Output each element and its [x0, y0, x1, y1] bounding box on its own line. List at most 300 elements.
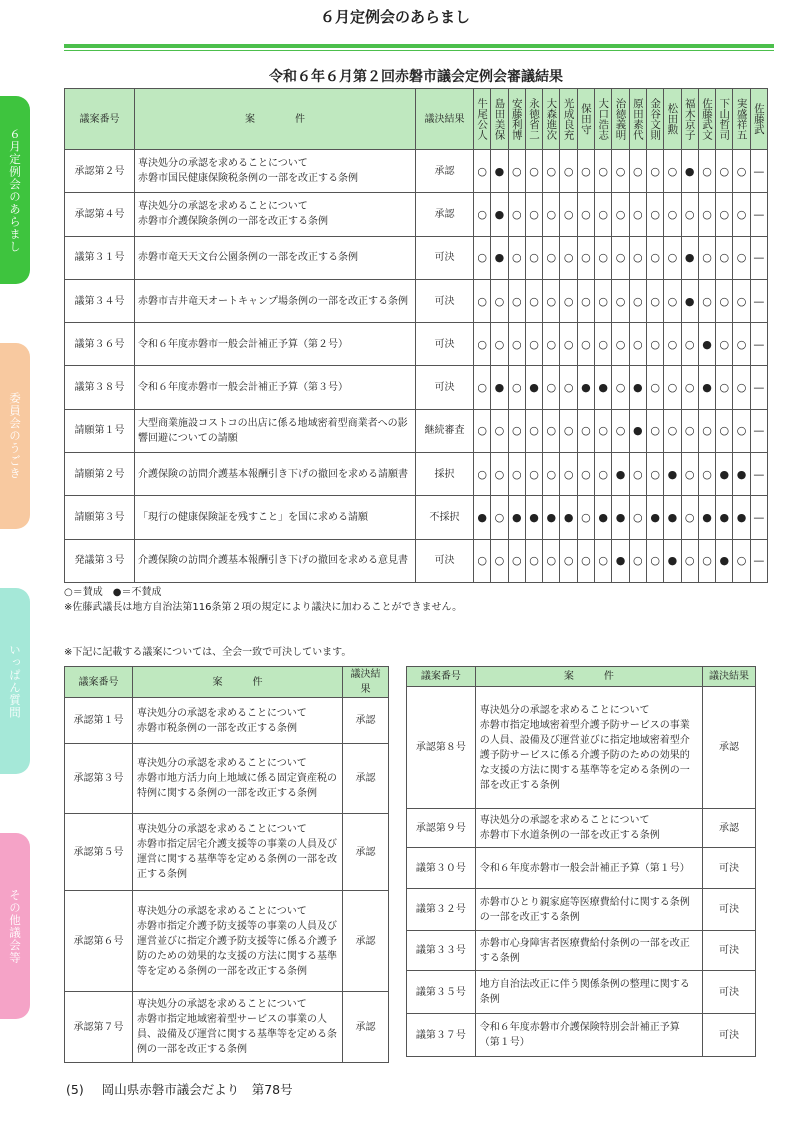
table-row [65, 236, 768, 279]
vote-mark: ○ [681, 496, 698, 539]
table-row [65, 453, 768, 496]
vote-mark: ○ [525, 279, 542, 322]
bill-subject: 専決処分の承認を求めることについて 赤磐市指定地域密着型介護予防サービスの事業の人員、設備及び運営並びに指定地域密着型介護予防サービスに係る介護予防のための効果的な支援の方法に関する基準等を定める条例の一部を改正する条例 [475, 687, 702, 809]
bill-number: 議第３０号 [407, 848, 476, 889]
member-name: 佐藤武 [752, 103, 765, 135]
side-tab-label: 委員会のうごき [8, 392, 22, 480]
vote-mark: ○ [716, 366, 733, 409]
vote-mark: — [750, 409, 767, 452]
vote-mark: ● [525, 366, 542, 409]
vote-mark: ○ [716, 193, 733, 236]
table-row [65, 744, 389, 814]
vote-mark: ○ [595, 409, 612, 452]
bill-subject: 令和６年度赤磐市一般会計補正予算（第１号） [475, 848, 702, 889]
vote-mark: ○ [629, 150, 646, 193]
bill-result: 承認 [416, 193, 474, 236]
vote-mark: ○ [716, 150, 733, 193]
unanimous-table-right [406, 666, 756, 1057]
vote-mark: ○ [595, 323, 612, 366]
publication-name: 岡山県赤磐市議会だより 第78号 [101, 1082, 293, 1097]
bill-subject: 専決処分の承認を求めることについて 赤磐市下水道条例の一部を改正する条例 [475, 809, 702, 848]
vote-legend: ○＝賛成 ●＝不賛成 [64, 587, 162, 598]
bill-result: 可決 [703, 1014, 756, 1057]
vote-mark: ● [716, 539, 733, 582]
vote-mark: ○ [525, 323, 542, 366]
vote-mark: ● [681, 279, 698, 322]
bill-result: 可決 [416, 323, 474, 366]
bill-result: 可決 [703, 931, 756, 971]
vote-mark: — [750, 279, 767, 322]
vote-mark: ● [629, 366, 646, 409]
vote-mark: ○ [698, 539, 715, 582]
member-header [681, 89, 698, 150]
bill-result: 可決 [703, 889, 756, 931]
vote-mark: ○ [491, 409, 508, 452]
vote-mark: ○ [646, 236, 663, 279]
vote-mark: ● [664, 453, 681, 496]
vote-mark: ○ [508, 193, 525, 236]
page-header-title: ６月定例会のあらまし [319, 8, 470, 26]
bill-number: 承認第４号 [65, 193, 135, 236]
vote-mark: ○ [612, 409, 629, 452]
header-result: 議決結果 [416, 89, 474, 150]
vote-mark: ● [491, 236, 508, 279]
member-name: 福木京子 [683, 98, 696, 140]
vote-mark: ○ [664, 236, 681, 279]
vote-mark: ○ [491, 279, 508, 322]
vote-mark: ○ [733, 409, 750, 452]
vote-mark: ● [698, 323, 715, 366]
member-header [664, 89, 681, 150]
vote-mark: ○ [525, 150, 542, 193]
bill-subject: 地方自治法改正に伴う関係条例の整理に関する条例 [475, 971, 702, 1014]
vote-mark: ○ [525, 193, 542, 236]
table-row [65, 279, 768, 322]
vote-mark: ○ [508, 366, 525, 409]
bill-result: 承認 [343, 698, 389, 744]
vote-mark: ● [491, 366, 508, 409]
bill-subject: 赤磐市心身障害者医療費給付条例の一部を改正する条例 [475, 931, 702, 971]
bill-subject: 赤磐市ひとり親家庭等医療費給付に関する条例の一部を改正する条例 [475, 889, 702, 931]
vote-mark: ● [612, 496, 629, 539]
bill-number: 議第３４号 [65, 279, 135, 322]
vote-mark: ● [681, 236, 698, 279]
bill-subject: 専決処分の承認を求めることについて 赤磐市指定居宅介護支援等の事業の人員及び運営に関する基準等を定める条例の一部を改正する条例 [133, 814, 343, 891]
bill-number: 承認第５号 [65, 814, 133, 891]
vote-mark: — [750, 323, 767, 366]
bill-number: 議第３５号 [407, 971, 476, 1014]
vote-mark: ● [612, 453, 629, 496]
bill-number: 請願第１号 [65, 409, 135, 452]
vote-mark: ○ [733, 150, 750, 193]
bill-result: 承認 [416, 150, 474, 193]
member-header [612, 89, 629, 150]
header-number: 議案番号 [65, 667, 133, 698]
member-header [508, 89, 525, 150]
vote-mark: ○ [577, 236, 594, 279]
vote-mark: ● [612, 539, 629, 582]
vote-mark: ○ [525, 236, 542, 279]
side-tab-label: その他議会等 [8, 888, 22, 964]
vote-mark: ○ [664, 150, 681, 193]
bill-subject: 専決処分の承認を求めることについて 赤磐市税条例の一部を改正する条例 [133, 698, 343, 744]
vote-mark: ○ [491, 539, 508, 582]
member-header [474, 89, 491, 150]
table-row [65, 814, 389, 891]
vote-mark: ● [491, 193, 508, 236]
member-name: 松田勲 [666, 103, 679, 135]
bill-subject: 介護保険の訪問介護基本報酬引き下げの撤回を求める意見書 [135, 539, 416, 582]
vote-mark: ○ [577, 323, 594, 366]
table-row [407, 931, 756, 971]
member-name: 永徳省二 [528, 98, 541, 140]
member-header [698, 89, 715, 150]
member-name: 原田素代 [631, 98, 644, 140]
bill-result: 採択 [416, 453, 474, 496]
vote-mark: ○ [681, 409, 698, 452]
vote-mark: ○ [698, 409, 715, 452]
bill-result: 承認 [703, 809, 756, 848]
vote-mark: ○ [474, 193, 491, 236]
header-number: 議案番号 [407, 667, 476, 687]
vote-mark: ○ [612, 366, 629, 409]
vote-mark: ○ [491, 496, 508, 539]
vote-mark: ○ [577, 150, 594, 193]
vote-mark: ○ [664, 323, 681, 366]
member-name: 治徳義明 [614, 98, 627, 140]
header-result: 議決結果 [703, 667, 756, 687]
vote-mark: ○ [681, 366, 698, 409]
bill-subject: 専決処分の承認を求めることについて 赤磐市指定介護予防支援等の事業の人員及び運営並びに指定介護予防支援等に係る介護予防のための効果的な支援の方法に関する基準等を定める条例の一部を改正する条例 [133, 891, 343, 992]
table-row [65, 409, 768, 452]
vote-mark: ○ [698, 236, 715, 279]
vote-mark: ○ [560, 366, 577, 409]
vote-mark: ○ [491, 323, 508, 366]
bill-result: 承認 [703, 687, 756, 809]
vote-mark: ○ [560, 323, 577, 366]
vote-mark: ○ [716, 236, 733, 279]
table-row [65, 539, 768, 582]
bill-subject: 令和６年度赤磐市介護保険特別会計補正予算（第１号） [475, 1014, 702, 1057]
vote-mark: ○ [595, 279, 612, 322]
bill-number: 議第３８号 [65, 366, 135, 409]
bill-result: 不採択 [416, 496, 474, 539]
vote-mark: ○ [629, 496, 646, 539]
vote-mark: ○ [543, 279, 560, 322]
unanimous-table-left [64, 666, 389, 1063]
bill-result: 承認 [343, 891, 389, 992]
vote-mark: ○ [595, 193, 612, 236]
vote-mark: ● [716, 496, 733, 539]
vote-mark: ○ [525, 539, 542, 582]
vote-mark: ○ [646, 539, 663, 582]
bill-number: 承認第６号 [65, 891, 133, 992]
vote-mark: ○ [646, 409, 663, 452]
bill-number: 承認第３号 [65, 744, 133, 814]
side-tab-label: ６月定例会のあらまし [8, 127, 22, 253]
vote-mark: — [750, 150, 767, 193]
vote-mark: ○ [716, 323, 733, 366]
table-row [407, 889, 756, 931]
vote-mark: ○ [646, 366, 663, 409]
vote-mark: ○ [716, 409, 733, 452]
bill-number: 発議第３号 [65, 539, 135, 582]
vote-mark: — [750, 496, 767, 539]
member-header [646, 89, 663, 150]
bill-result: 継続審査 [416, 409, 474, 452]
member-name: 島田美保 [493, 98, 506, 140]
vote-mark: ○ [664, 279, 681, 322]
bill-result: 可決 [703, 971, 756, 1014]
vote-mark: ○ [681, 193, 698, 236]
table-row [407, 687, 756, 809]
vote-mark: ○ [543, 150, 560, 193]
vote-mark: — [750, 366, 767, 409]
vote-mark: ○ [612, 236, 629, 279]
vote-mark: ○ [474, 366, 491, 409]
vote-mark: ● [560, 496, 577, 539]
table-row [407, 848, 756, 889]
bill-number: 請願第３号 [65, 496, 135, 539]
vote-mark: ○ [733, 279, 750, 322]
bill-subject: 介護保険の訪問介護基本報酬引き下げの撤回を求める請願書 [135, 453, 416, 496]
vote-mark: ○ [629, 323, 646, 366]
vote-mark: ○ [612, 193, 629, 236]
vote-mark: — [750, 453, 767, 496]
vote-mark: ○ [560, 279, 577, 322]
vote-mark: ○ [543, 539, 560, 582]
table-row [65, 366, 768, 409]
bill-number: 議第３３号 [407, 931, 476, 971]
vote-mark: ○ [474, 236, 491, 279]
bill-result: 承認 [343, 744, 389, 814]
header-subject: 案 件 [133, 667, 343, 698]
member-name: 光成良充 [562, 98, 575, 140]
bill-result: 可決 [416, 539, 474, 582]
vote-mark: ● [629, 409, 646, 452]
member-header [629, 89, 646, 150]
bill-number: 議第３１号 [65, 236, 135, 279]
speaker-note: ※佐藤武議長は地方自治法第116条第２項の規定により議決に加わることができません。 [64, 602, 463, 613]
vote-mark: ○ [733, 539, 750, 582]
vote-mark: ○ [508, 539, 525, 582]
table-row [407, 971, 756, 1014]
vote-mark: ● [543, 496, 560, 539]
bill-subject: 専決処分の承認を求めることについて 赤磐市地方活力向上地域に係る固定資産税の特例に関する条例の一部を改正する条例 [133, 744, 343, 814]
vote-mark: ○ [664, 409, 681, 452]
vote-mark: ● [646, 496, 663, 539]
bill-number: 議第３２号 [407, 889, 476, 931]
vote-mark: ○ [716, 279, 733, 322]
vote-mark: ○ [543, 453, 560, 496]
vote-mark: ○ [577, 453, 594, 496]
vote-mark: ○ [733, 323, 750, 366]
vote-mark: ● [595, 496, 612, 539]
bill-number: 承認第２号 [65, 150, 135, 193]
bill-number: 承認第７号 [65, 992, 133, 1063]
vote-mark: ○ [595, 453, 612, 496]
member-name: 佐藤武文 [701, 98, 713, 140]
bill-number: 請願第２号 [65, 453, 135, 496]
vote-mark: ○ [543, 323, 560, 366]
vote-mark: ○ [525, 453, 542, 496]
side-tab-4[interactable] [0, 833, 30, 1019]
member-header [525, 89, 542, 150]
member-name: 保田守 [579, 103, 592, 135]
bill-result: 可決 [416, 236, 474, 279]
vote-mark: ● [525, 496, 542, 539]
vote-mark: ○ [508, 236, 525, 279]
vote-mark: ○ [474, 279, 491, 322]
vote-mark: ○ [646, 150, 663, 193]
bill-subject: 赤磐市竜天天文台公園条例の一部を改正する条例 [135, 236, 416, 279]
vote-mark: ○ [560, 193, 577, 236]
vote-mark: ○ [698, 150, 715, 193]
side-tab-1[interactable] [0, 96, 30, 284]
vote-mark: ○ [612, 279, 629, 322]
vote-mark: ○ [525, 409, 542, 452]
member-name: 大森進次 [545, 98, 558, 140]
vote-mark: ● [698, 496, 715, 539]
vote-mark: ○ [577, 193, 594, 236]
member-header [543, 89, 560, 150]
header-rule [64, 44, 774, 48]
vote-mark: ○ [577, 539, 594, 582]
vote-mark: ○ [681, 539, 698, 582]
vote-mark: ○ [577, 279, 594, 322]
bill-result: 承認 [343, 992, 389, 1063]
vote-results-table [64, 88, 768, 583]
vote-mark: ○ [698, 453, 715, 496]
vote-mark: ● [577, 366, 594, 409]
table-row [65, 992, 389, 1063]
vote-mark: ○ [508, 409, 525, 452]
member-header [560, 89, 577, 150]
vote-mark: ○ [629, 539, 646, 582]
main-title: 令和６年６月第２回赤磐市議会定例会審議結果 [269, 69, 563, 85]
table-row [407, 809, 756, 848]
vote-mark: ○ [612, 150, 629, 193]
side-tab-2[interactable] [0, 343, 30, 529]
table-row [65, 891, 389, 992]
vote-mark: ● [595, 366, 612, 409]
member-name: 安藤利博 [510, 98, 523, 140]
table-row [65, 698, 389, 744]
bill-subject: 専決処分の承認を求めることについて 赤磐市指定地域密着型サービスの事業の人員、設備及び運営に関する基準等を定める条例の一部を改正する条例 [133, 992, 343, 1063]
table-row [65, 150, 768, 193]
bill-subject: 専決処分の承認を求めることについて 赤磐市国民健康保険税条例の一部を改正する条例 [135, 150, 416, 193]
vote-mark: ○ [543, 409, 560, 452]
vote-mark: ○ [508, 279, 525, 322]
vote-mark: ○ [543, 193, 560, 236]
vote-mark: ○ [474, 323, 491, 366]
vote-mark: ○ [560, 150, 577, 193]
vote-mark: ○ [508, 150, 525, 193]
vote-mark: ● [491, 150, 508, 193]
table-row [65, 193, 768, 236]
vote-mark: ● [716, 453, 733, 496]
vote-mark: ○ [664, 366, 681, 409]
vote-mark: ● [664, 539, 681, 582]
vote-mark: ○ [491, 453, 508, 496]
member-name: 金谷文則 [649, 98, 662, 140]
header-subject: 案 件 [475, 667, 702, 687]
bill-subject: 令和６年度赤磐市一般会計補正予算（第３号） [135, 366, 416, 409]
vote-mark: ○ [560, 539, 577, 582]
vote-mark: ○ [733, 236, 750, 279]
vote-mark: ○ [698, 279, 715, 322]
header-rule-thin [64, 50, 774, 51]
vote-mark: ○ [474, 539, 491, 582]
page-number: (5) [66, 1082, 84, 1097]
vote-mark: ○ [629, 193, 646, 236]
vote-mark: ○ [629, 279, 646, 322]
vote-mark: ○ [474, 409, 491, 452]
vote-mark: ● [474, 496, 491, 539]
bill-result: 可決 [416, 279, 474, 322]
vote-mark: ○ [681, 453, 698, 496]
vote-mark: ○ [646, 453, 663, 496]
bill-subject: 専決処分の承認を求めることについて 赤磐市介護保険条例の一部を改正する条例 [135, 193, 416, 236]
vote-mark: ○ [560, 409, 577, 452]
vote-mark: ○ [543, 366, 560, 409]
member-name: 実盛祥五 [735, 98, 748, 140]
vote-mark: ○ [595, 236, 612, 279]
bill-number: 議第３６号 [65, 323, 135, 366]
vote-mark: ● [733, 496, 750, 539]
vote-mark: ○ [560, 453, 577, 496]
side-tab-3[interactable] [0, 588, 30, 774]
vote-mark: ○ [474, 150, 491, 193]
member-header [491, 89, 508, 150]
member-header [577, 89, 594, 150]
member-header [750, 89, 767, 150]
vote-mark: ○ [577, 496, 594, 539]
vote-mark: ○ [646, 193, 663, 236]
table-row [65, 323, 768, 366]
vote-mark: ● [664, 496, 681, 539]
table-row [65, 496, 768, 539]
member-name: 下山哲司 [718, 98, 731, 140]
vote-mark: ○ [577, 409, 594, 452]
vote-mark: — [750, 539, 767, 582]
vote-mark: ○ [646, 279, 663, 322]
vote-mark: ○ [733, 193, 750, 236]
vote-mark: ● [698, 366, 715, 409]
footer [66, 1080, 293, 1098]
vote-mark: ○ [698, 193, 715, 236]
unanimous-note: ※下記に記載する議案については、全会一致で可決しています。 [64, 647, 352, 658]
vote-mark: ○ [664, 193, 681, 236]
vote-mark: — [750, 193, 767, 236]
vote-mark: ○ [595, 539, 612, 582]
bill-result: 可決 [703, 848, 756, 889]
bill-result: 可決 [416, 366, 474, 409]
vote-mark: ○ [474, 453, 491, 496]
table-row [407, 1014, 756, 1057]
member-header [595, 89, 612, 150]
vote-mark: ● [733, 453, 750, 496]
header-number: 議案番号 [65, 89, 135, 150]
vote-mark: ○ [629, 453, 646, 496]
member-header [716, 89, 733, 150]
vote-mark: ○ [612, 323, 629, 366]
bill-number: 承認第９号 [407, 809, 476, 848]
member-header [733, 89, 750, 150]
bill-result: 承認 [343, 814, 389, 891]
member-name: 牛尾公人 [476, 98, 489, 140]
vote-mark: ○ [681, 323, 698, 366]
